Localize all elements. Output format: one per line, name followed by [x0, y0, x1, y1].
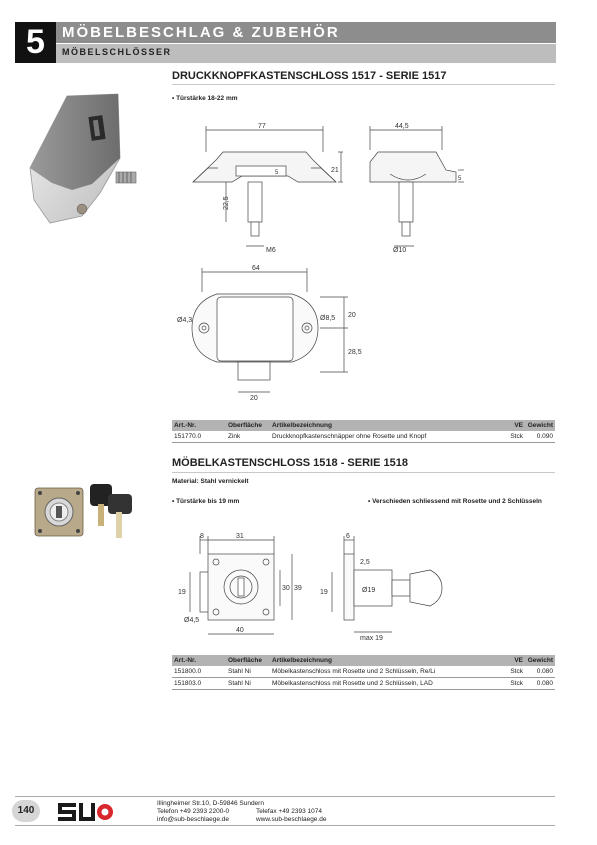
- col-art-nr: Art.-Nr.: [172, 655, 226, 666]
- cell: Möbelkastenschloss mit Rosette und 2 Schlüsseln, LAD: [270, 678, 495, 690]
- section2-title: MÖBELKASTENSCHLOSS 1518 - SERIE 1518: [172, 457, 408, 469]
- dim-8: 8: [200, 533, 204, 540]
- dim-19-left: 19: [178, 589, 186, 596]
- dim-20-bottom: 20: [250, 395, 258, 402]
- cell: 0.090: [525, 431, 555, 443]
- footer-website[interactable]: www.sub-beschlaege.de: [256, 816, 327, 823]
- section1-table: [172, 420, 555, 443]
- dim-5: 5: [275, 170, 279, 176]
- cell: Stck: [495, 678, 525, 690]
- chapter-number: 5: [15, 22, 56, 63]
- col-gewicht: Gewicht: [525, 420, 555, 431]
- side-view-drawing: [360, 120, 480, 260]
- dim-40: 40: [236, 627, 244, 634]
- cell: Stck: [495, 431, 525, 443]
- section2-material: Material: Stahl vernickelt: [172, 478, 249, 485]
- footer-divider-bottom: [15, 825, 555, 826]
- dim-64: 64: [252, 265, 260, 272]
- section2-table: [172, 655, 555, 690]
- cell: 151803.0: [172, 678, 226, 690]
- footer-telefax: Telefax +49 2393 1074: [256, 808, 322, 815]
- dim-max-19: max 19: [360, 635, 383, 640]
- cell: Stck: [495, 666, 525, 678]
- footer-email[interactable]: info@sub-beschlaege.de: [157, 816, 230, 823]
- section2-divider: [172, 472, 555, 473]
- table-header-row: [172, 655, 555, 666]
- top-view-drawing: [172, 262, 362, 407]
- section2-bullet-left: • Türstärke bis 19 mm: [172, 498, 240, 505]
- dim-d4-3: Ø4,3: [177, 317, 193, 324]
- dim-31: 31: [236, 533, 244, 540]
- cabinet-lock-front-drawing: [178, 530, 308, 640]
- section1-title: DRUCKKNOPFKASTENSCHLOSS 1517 - SERIE 1517: [172, 70, 447, 82]
- table-row: [172, 678, 555, 690]
- dim-77: 77: [258, 123, 266, 130]
- cell: Stahl Ni: [226, 678, 270, 690]
- dim-28-5: 28,5: [348, 349, 362, 356]
- chapter-subtitle: MÖBELSCHLÖSSER: [62, 47, 172, 57]
- cell: 0.080: [525, 678, 555, 690]
- col-oberflaeche: Oberfläche: [226, 420, 270, 431]
- dim-d19: Ø19: [362, 587, 376, 594]
- dim-m6: M6: [266, 247, 276, 254]
- col-art-nr: Art.-Nr.: [172, 420, 226, 431]
- col-oberflaeche: Oberfläche: [226, 655, 270, 666]
- dim-19-side: 19: [320, 589, 328, 596]
- dim-side-5: 5: [458, 176, 462, 182]
- section1-divider: [172, 84, 555, 85]
- dim-2-5: 2,5: [360, 559, 370, 566]
- dim-d4-5: Ø4,5: [184, 617, 200, 624]
- dim-30: 30: [282, 585, 290, 592]
- col-ve: VE: [495, 655, 525, 666]
- col-ve: VE: [495, 420, 525, 431]
- dim-d10: Ø10: [393, 247, 407, 254]
- cell: 151770.0: [172, 431, 226, 443]
- table-row: [172, 666, 555, 678]
- table-header-row: [172, 420, 555, 431]
- cell: 0.080: [525, 666, 555, 678]
- section1-bullet: • Türstärke 18-22 mm: [172, 95, 238, 102]
- front-view-drawing: [188, 120, 348, 260]
- chapter-title: MÖBELBESCHLAG & ZUBEHÖR: [62, 24, 340, 41]
- cabinet-lock-photo: [30, 478, 150, 558]
- col-bezeichnung: Artikelbezeichnung: [270, 420, 495, 431]
- section2-bullet-right: • Verschieden schliessend mit Rosette und 2 Schlüsseln: [368, 498, 542, 505]
- dim-d8-5: Ø8,5: [320, 315, 336, 322]
- dim-6: 6: [346, 533, 350, 540]
- cabinet-lock-side-drawing: [320, 530, 450, 640]
- dim-20-right: 20: [348, 312, 356, 319]
- sub-logo: [54, 797, 116, 825]
- cell: Stahl Ni: [226, 666, 270, 678]
- col-gewicht: Gewicht: [525, 655, 555, 666]
- page-number: 140: [12, 800, 40, 822]
- dim-39: 39: [294, 585, 302, 592]
- dim-44-5: 44,5: [395, 123, 409, 130]
- push-button-lock-photo: [22, 88, 147, 233]
- col-bezeichnung: Artikelbezeichnung: [270, 655, 495, 666]
- footer-address: Illingheimer Str.10, D-59846 Sundern: [157, 800, 264, 807]
- cell: Druckknopfkastenschnäpper ohne Rosette und Knopf: [270, 431, 495, 443]
- dim-21: 21: [331, 167, 339, 174]
- cell: Möbelkastenschloss mit Rosette und 2 Schlüsseln, Re/Li: [270, 666, 495, 678]
- table-row: [172, 431, 555, 443]
- dim-22-5: 22,5: [223, 196, 230, 210]
- cell: 151800.0: [172, 666, 226, 678]
- cell: Zink: [226, 431, 270, 443]
- footer-telefon: Telefon +49 2393 2200-0: [157, 808, 230, 815]
